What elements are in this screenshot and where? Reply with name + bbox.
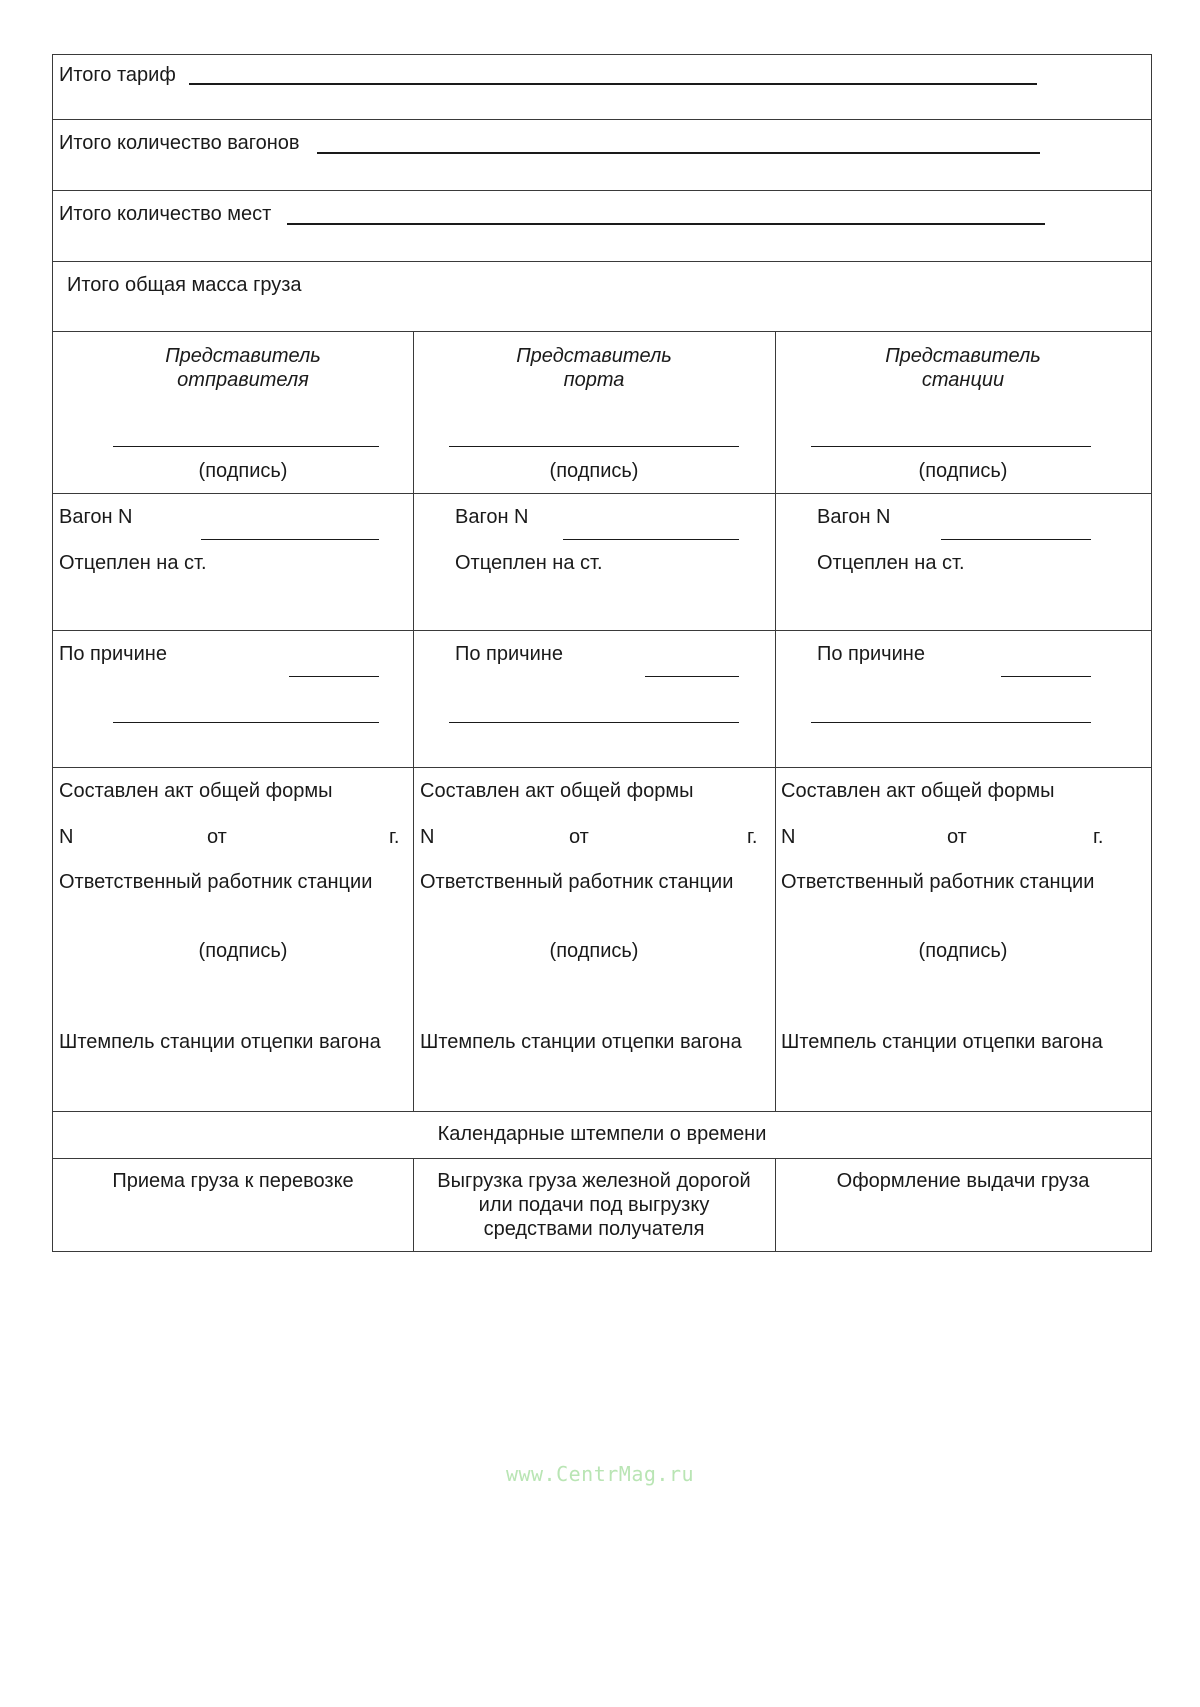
total-places-label: Итого количество мест bbox=[59, 203, 272, 225]
responsible-signature-caption: (подпись) bbox=[549, 940, 639, 962]
act-number-label: N bbox=[781, 826, 796, 848]
total-places-field[interactable] bbox=[287, 223, 1045, 225]
total-wagons-field[interactable] bbox=[317, 152, 1040, 154]
detached-station-label: Отцеплен на ст. bbox=[59, 552, 207, 574]
act-year-label: г. bbox=[747, 826, 758, 848]
rep-station-signature-line[interactable] bbox=[811, 446, 1091, 447]
rep-port-signature-caption: (подпись) bbox=[549, 460, 639, 482]
wagon-number-field[interactable] bbox=[201, 539, 379, 540]
detached-station-label: Отцеплен на ст. bbox=[817, 552, 965, 574]
row-divider bbox=[53, 261, 1151, 262]
station-stamp-label: Штемпель станции отцепки вагона bbox=[420, 1031, 742, 1053]
wagon-number-label: Вагон N bbox=[455, 506, 529, 528]
reason-extra-line[interactable] bbox=[449, 722, 739, 723]
act-label: Составлен акт общей формы bbox=[781, 780, 1055, 802]
act-label: Составлен акт общей формы bbox=[59, 780, 333, 802]
reason-extra-line[interactable] bbox=[113, 722, 379, 723]
responsible-worker-label: Ответственный работник станции bbox=[420, 871, 734, 893]
reason-label: По причине bbox=[455, 643, 563, 665]
wagon-number-label: Вагон N bbox=[817, 506, 891, 528]
reason-field[interactable] bbox=[645, 676, 739, 677]
calendar-col-unloading: Выгрузка груза железной дорогой или подачи под выгрузку средствами получателя bbox=[437, 1170, 751, 1240]
row-divider bbox=[53, 767, 1151, 768]
wagon-number-field[interactable] bbox=[941, 539, 1091, 540]
rep-port-title: Представитель порта bbox=[516, 345, 672, 391]
row-divider bbox=[53, 1158, 1151, 1159]
row-divider bbox=[53, 493, 1151, 494]
detached-station-label: Отцеплен на ст. bbox=[455, 552, 603, 574]
rep-sender-signature-line[interactable] bbox=[113, 446, 379, 447]
responsible-signature-caption: (подпись) bbox=[198, 940, 288, 962]
act-year-label: г. bbox=[389, 826, 400, 848]
watermark-site: www.CentrMag.ru bbox=[505, 1462, 695, 1486]
wagon-number-label: Вагон N bbox=[59, 506, 133, 528]
station-stamp-label: Штемпель станции отцепки вагона bbox=[781, 1031, 1103, 1053]
calendar-col-issuance: Оформление выдачи груза bbox=[836, 1170, 1090, 1192]
rep-station-title: Представитель станции bbox=[885, 345, 1041, 391]
row-divider bbox=[53, 1111, 1151, 1112]
rep-sender-title: Представитель отправителя bbox=[165, 345, 321, 391]
act-label: Составлен акт общей формы bbox=[420, 780, 694, 802]
act-date-from-label: от bbox=[569, 826, 589, 848]
reason-extra-line[interactable] bbox=[811, 722, 1091, 723]
rep-sender-signature-caption: (подпись) bbox=[198, 460, 288, 482]
wagon-number-field[interactable] bbox=[563, 539, 739, 540]
responsible-worker-label: Ответственный работник станции bbox=[781, 871, 1095, 893]
reason-field[interactable] bbox=[289, 676, 379, 677]
total-wagons-label: Итого количество вагонов bbox=[59, 132, 300, 154]
row-divider bbox=[53, 630, 1151, 631]
rep-port-signature-line[interactable] bbox=[449, 446, 739, 447]
reason-field[interactable] bbox=[1001, 676, 1091, 677]
calendar-col-acceptance: Приема груза к перевозке bbox=[112, 1170, 354, 1192]
responsible-signature-caption: (подпись) bbox=[918, 940, 1008, 962]
act-date-from-label: от bbox=[947, 826, 967, 848]
row-divider bbox=[53, 190, 1151, 191]
row-divider bbox=[53, 119, 1151, 120]
reason-label: По причине bbox=[59, 643, 167, 665]
cargo-form-table bbox=[52, 54, 1152, 1252]
row-divider bbox=[53, 331, 1151, 332]
act-number-label: N bbox=[420, 826, 435, 848]
act-year-label: г. bbox=[1093, 826, 1104, 848]
total-mass-label: Итого общая масса груза bbox=[67, 274, 302, 296]
total-tariff-field[interactable] bbox=[189, 83, 1037, 85]
calendar-stamps-header: Календарные штемпели о времени bbox=[437, 1123, 767, 1145]
total-tariff-label: Итого тариф bbox=[59, 64, 176, 86]
act-date-from-label: от bbox=[207, 826, 227, 848]
column-divider bbox=[413, 331, 414, 1111]
station-stamp-label: Штемпель станции отцепки вагона bbox=[59, 1031, 381, 1053]
responsible-worker-label: Ответственный работник станции bbox=[59, 871, 373, 893]
act-number-label: N bbox=[59, 826, 74, 848]
rep-station-signature-caption: (подпись) bbox=[918, 460, 1008, 482]
reason-label: По причине bbox=[817, 643, 925, 665]
column-divider bbox=[775, 331, 776, 1111]
